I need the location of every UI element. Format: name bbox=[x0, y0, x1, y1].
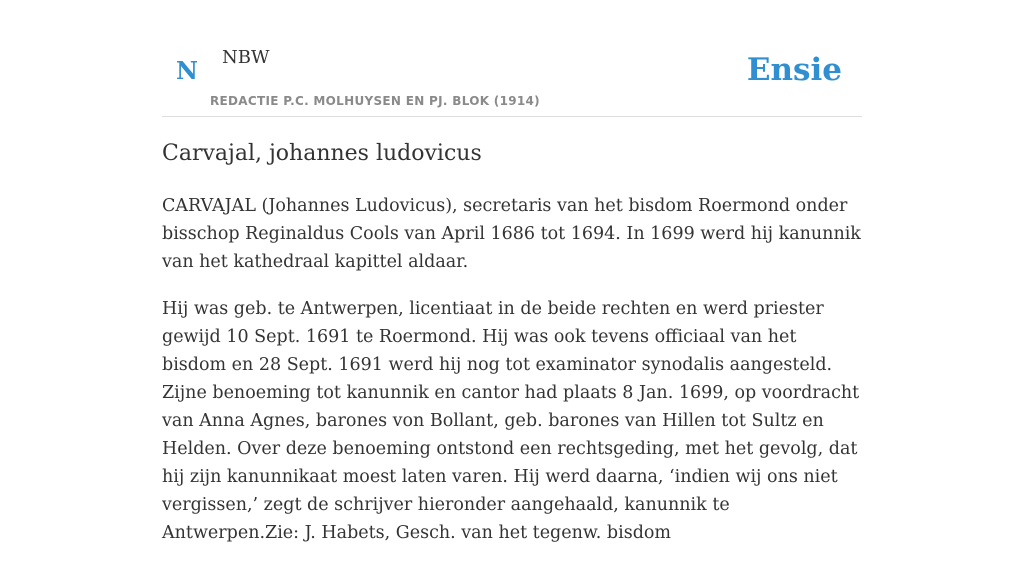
article-title: Carvajal, johannes ludovicus bbox=[162, 141, 482, 166]
source-header bbox=[162, 0, 862, 117]
ensie-logo-link[interactable]: Ensie bbox=[746, 52, 842, 88]
source-logo[interactable]: N bbox=[176, 56, 198, 85]
page-container bbox=[162, 0, 862, 543]
article-body bbox=[162, 192, 864, 566]
source-name-link[interactable]: NBW bbox=[222, 47, 270, 68]
source-subtitle: REDACTIE P.C. MOLHUYSEN EN PJ. BLOK (1914) bbox=[210, 94, 540, 108]
article-paragraph-1: CARVAJAL (Johannes Ludovicus), secretaris van het bisdom Roermond onder bisschop Reginaldus Cools van April 1686 tot 1694. In 1699 werd hij kanunnik van het kathedraal kapittel aldaar. bbox=[162, 196, 861, 272]
article-paragraph-2: Hij was geb. te Antwerpen, licentiaat in de beide rechten en werd priester gewijd 10 Sept. 1691 te Roermond. Hij was ook tevens officiaal van het bisdom en 28 Sept. 1691 werd hij nog tot examinator synodalis aangesteld. Zijne benoeming tot kanunnik en cantor had plaats 8 Jan. 1699, op voordracht van Anna Agnes, barones von Bollant, geb. barones van Hillen tot Sultz en Helden. Over deze benoeming ontstond een rechtsgeding, met het gevolg, dat hij zijn kanunnikaat moest laten varen. Hij werd daarna, ‘indien wij ons niet vergissen,’ zegt de schrijver hieronder aangehaald, kanunnik te Antwerpen.Zie: J. Habets, Gesch. van het tegenw. bisdom bbox=[162, 299, 860, 543]
